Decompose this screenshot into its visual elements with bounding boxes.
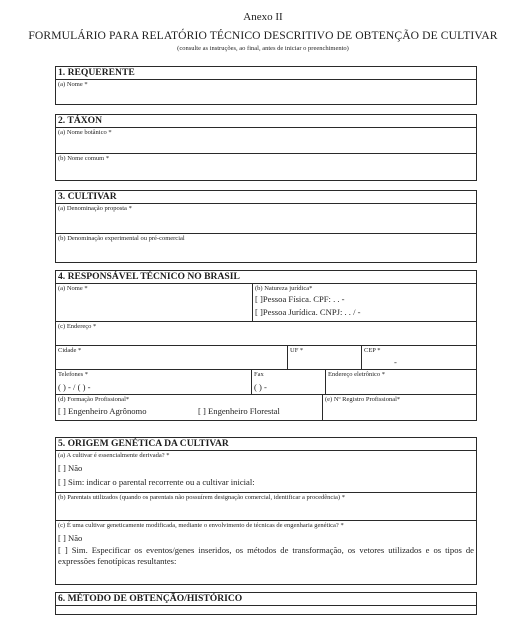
telefones-mask: ( ) - / ( ) - [58,382,91,392]
field-telefones[interactable] [56,370,251,394]
option-derivada-sim[interactable]: [ ] Sim: indicar o parental recorrente ou a cultivar inicial: [58,477,255,487]
row-telefones-fax-email [56,370,476,395]
field-endereco[interactable] [56,322,476,346]
field-label: (b) Nome comum * [58,155,110,162]
option-pessoa-juridica[interactable]: [ ]Pessoa Jurídica. CNPJ: . . / - [255,307,361,317]
field-label: (b) Parentais utilizados (quando os parentais não possuírem designação comercial, identificar a procedência) * [58,494,345,501]
field-uf[interactable] [287,346,361,369]
field-formacao-profissional [56,395,322,420]
field-essencialmente-derivada [56,451,476,493]
field-parentais-utilizados[interactable] [56,493,476,521]
field-nome-comum[interactable] [56,154,476,180]
field-label: UF * [290,347,304,354]
section-taxon [55,114,477,181]
field-label: (a) Nome botânico * [58,129,112,136]
field-label: CEP * [364,347,381,354]
option-modificada-nao[interactable]: [ ] Não [58,533,83,543]
option-engenheiro-agronomo[interactable]: [ ] Engenheiro Agrônomo [58,406,147,416]
fax-mask: ( ) - [254,382,267,392]
section-heading: 2. TÁXON [56,115,476,128]
field-label: (b) Denominação experimental ou pré-comercial [58,235,185,242]
cep-mask: - [394,357,397,367]
form-subtitle: (consulte as instruções, ao final, antes de iniciar o preenchimento) [177,45,349,52]
field-fax[interactable] [251,370,325,394]
section-requerente [55,66,477,105]
field-cep[interactable] [361,346,476,369]
option-derivada-nao[interactable]: [ ] Não [58,463,83,473]
field-natureza-juridica [252,284,476,321]
field-denominacao-experimental[interactable] [56,234,476,262]
field-geneticamente-modificada [56,521,476,584]
field-registro-profissional[interactable] [322,395,476,420]
section-heading: 5. ORIGEM GENÉTICA DA CULTIVAR [56,438,476,451]
field-label: (b) Natureza jurídica* [255,285,313,292]
field-label: Fax [254,371,264,378]
field-label: (a) Denominação proposta * [58,205,132,212]
field-nome-botanico[interactable] [56,128,476,154]
field-label: Endereço eletrônico * [328,371,386,378]
row-nome-natureza [56,284,476,322]
section-heading: 3. CULTIVAR [56,191,476,204]
row-cidade-uf-cep [56,346,476,370]
section-responsavel-tecnico [55,270,477,421]
field-label: (a) Nome * [58,81,88,88]
section-heading: 4. RESPONSÁVEL TÉCNICO NO BRASIL [56,271,476,284]
field-endereco-eletronico[interactable] [325,370,476,394]
field-label: (a) Nome * [58,285,88,292]
annex-label: Anexo II [243,11,283,23]
section-metodo-obtencao [55,592,477,615]
option-pessoa-fisica[interactable]: [ ]Pessoa Física. CPF: . . - [255,294,345,304]
section-heading: 6. MÉTODO DE OBTENÇÃO/HISTÓRICO [56,593,476,606]
field-label: (e) Nº Registro Profissional* [325,396,401,403]
field-label: (a) A cultivar é essencialmente derivada? * [58,452,170,459]
section-cultivar [55,190,477,263]
field-label: (c) Endereço * [58,323,97,330]
field-cidade[interactable] [56,346,287,369]
section-heading: 1. REQUERENTE [56,67,476,80]
field-requerente-nome[interactable] [56,80,476,104]
option-modificada-sim[interactable]: [ ] Sim. Especificar os eventos/genes inseridos, os métodos de transformação, os vetores utilizados e os tipos de expressões fenotípicas resultantes: [58,545,474,566]
field-label: Cidade * [58,347,82,354]
option-engenheiro-florestal[interactable]: [ ] Engenheiro Florestal [198,406,280,416]
form-title: FORMULÁRIO PARA RELATÓRIO TÉCNICO DESCRITIVO DE OBTENÇÃO DE CULTIVAR [28,29,498,42]
row-formacao-registro [56,395,476,420]
section-origem-genetica [55,437,477,585]
field-label: Telefones * [58,371,89,378]
field-responsavel-nome[interactable] [56,284,252,321]
field-label: (d) Formação Profissional* [58,396,130,403]
field-label: (c) É uma cultivar geneticamente modificada, mediante o envolvimento de técnicas de engenharia genética? * [58,522,344,529]
field-metodo-obtencao[interactable] [56,606,476,614]
field-denominacao-proposta[interactable] [56,204,476,234]
